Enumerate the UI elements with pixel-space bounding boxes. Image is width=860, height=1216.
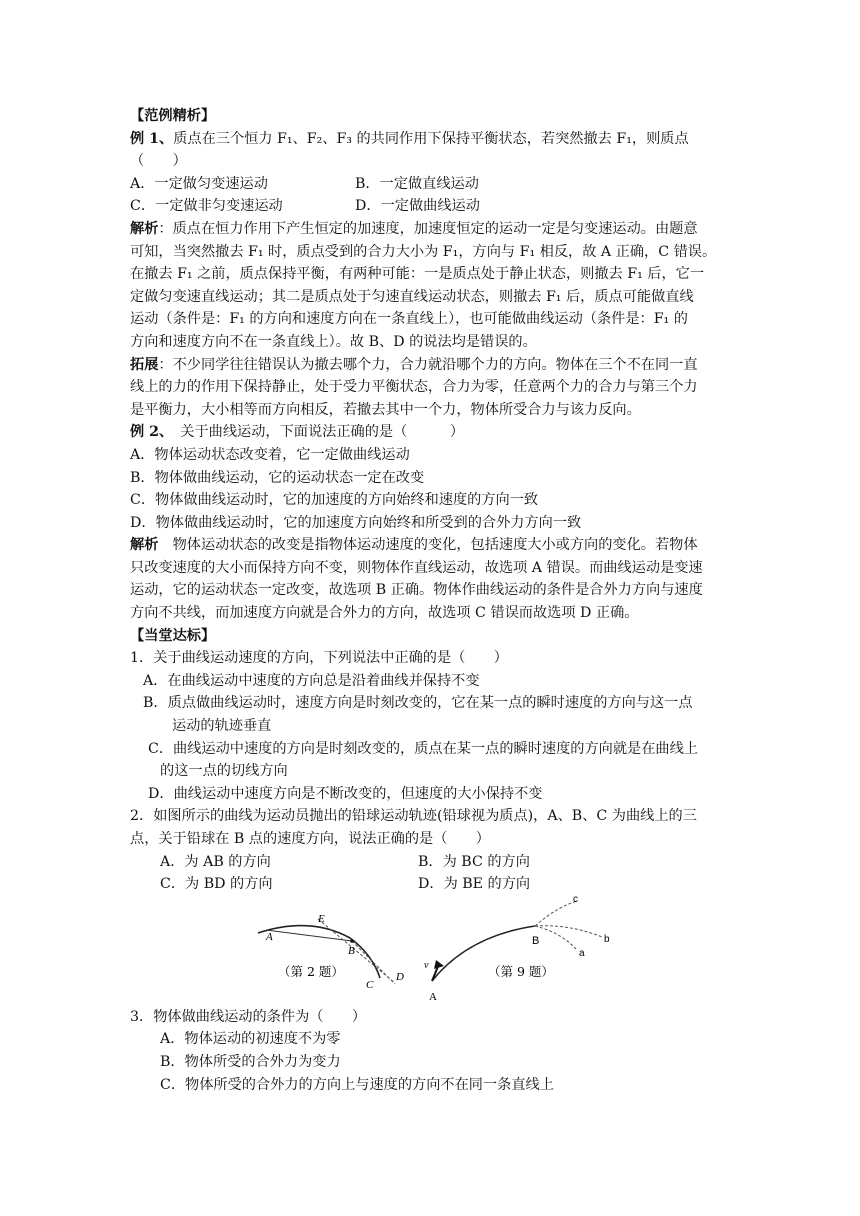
example-1-text: 质点在三个恒力 F₁、F₂、F₃ 的共同作用下保持平衡状态，若突然撤去 F₁，则质点 (173, 130, 689, 147)
option-c: C．一定做非匀变速运动 (130, 198, 283, 215)
example-2-option-a: A．物体运动状态改变着，它一定做曲线运动 (130, 446, 410, 463)
q9-path-b (535, 926, 602, 937)
analysis-2-line-1 (130, 534, 735, 557)
example-2-question (130, 421, 735, 444)
question-1-option-d: D．曲线运动中速度方向是不断改变的，但速度的大小保持不变 (148, 785, 543, 802)
question-3-option-b: B．物体所受的合外力为变力 (160, 1053, 341, 1070)
figure-q2 (258, 913, 404, 991)
example-1-label: 例 1、 (130, 130, 174, 147)
analysis-2-line-2: 只改变速度的大小而保持方向不变，则物体作直线运动，故选项 A 错误。而曲线运动是变速 (130, 559, 703, 576)
figure-q9 (424, 896, 610, 1003)
q2-option-d: D．为 BE 的方向 (418, 876, 531, 893)
example-2-label: 例 2、 (130, 424, 167, 441)
q9-label-a: a (579, 947, 585, 959)
q9-label-c: c (573, 895, 578, 905)
extension-text: ：不少同学往往错误认为撤去哪个力，合力就沿哪个力的方向。物体在三个不在同一直 (158, 356, 698, 373)
q2-point-b (350, 939, 354, 943)
example-1-blank: （ ） (130, 153, 187, 170)
q2-label-e: E (318, 912, 325, 925)
example-2-option-c: C．物体做曲线运动时，它的加速度的方向始终和速度的方向一致 (130, 492, 539, 509)
analysis-1-line-2: 可知，当突然撤去 F₁ 时，质点受到的合力大小为 F₁，方向与 F₁ 相反，故 A 正确，C 错误。 (130, 243, 717, 260)
extension-line-3: 是平衡力，大小相等而方向相反，若撤去其中一个力，物体所受合力与该力反向。 (130, 401, 641, 418)
q2-label-d: D (396, 970, 404, 983)
question-2-options-row-1 (130, 851, 735, 874)
example-2-option-b: B．物体做曲线运动，它的运动状态一定在改变 (130, 469, 425, 486)
q9-label-b: b (604, 933, 610, 945)
q2-option-a: A．为 AB 的方向 (160, 853, 271, 870)
q2-line-bd (352, 941, 395, 984)
q2-option-c: C．为 BD 的方向 (160, 876, 273, 893)
question-1-option-b-cont: 运动的轨迹垂直 (172, 718, 272, 735)
question-2-line-1: 2．如图所示的曲线为运动员抛出的铅球运动轨迹(铅球视为质点)，A、B、C 为曲线上的三 (130, 808, 697, 825)
q2-label-a: A (266, 930, 273, 943)
example-2-text: 关于曲线运动，下面说法正确的是（ ） (166, 424, 465, 441)
analysis-1-line-3: 在撤去 F₁ 之前，质点保持平衡，有两种可能：一是质点处于静止状态，则撤去 F₁ 后，它一 (130, 266, 705, 283)
question-3: 3．物体做曲线运动的条件为（ ） (130, 1008, 367, 1025)
analysis-1-line-5: 运动（条件是：F₁ 的方向和速度方向在一条直线上），也可能做曲线运动（条件是：F₁ 的 (130, 311, 688, 328)
option-d: D．一定做曲线运动 (355, 198, 480, 215)
question-1-option-a: A．在曲线运动中速度的方向总是沿着曲线并保持不变 (143, 672, 480, 689)
example-1-options-row-2 (130, 195, 735, 218)
q2-caption: （第 2 题） (278, 963, 344, 979)
example-1-options-row-1 (130, 173, 735, 196)
analysis-2-text: 物体运动状态的改变是指物体运动速度的变化，包括速度大小或方向的变化。若物体 (158, 537, 698, 554)
extension-line-1 (130, 354, 735, 377)
analysis-1-line-4: 定做匀变速直线运动；其二是质点处于匀速直线运动状态，则撤去 F₁ 后，质点可能做直线 (130, 288, 694, 305)
q9-caption: （第 9 题） (488, 963, 554, 979)
extension-label: 拓展 (130, 356, 159, 373)
question-1-option-c-cont: 的这一点的切线方向 (160, 763, 288, 780)
q9-arrow-head (434, 960, 444, 969)
q2-label-b: B (348, 944, 355, 957)
question-3-option-a: A．物体运动的初速度不为零 (160, 1031, 341, 1048)
q2-label-c: C (366, 978, 374, 991)
analysis-1-line-1 (130, 218, 735, 241)
question-2-options-row-2 (130, 873, 735, 896)
analysis-label: 解析 (130, 220, 159, 237)
question-3-option-c: C．物体所受的合外力的方向上与速度的方向不在同一条直线上 (160, 1076, 554, 1093)
section-heading-examples: 【范例精析】 (130, 108, 216, 124)
analysis-2-line-4: 方向不共线，而加速度方向就是合外力的方向，故选项 C 错误而故选项 D 正确。 (130, 605, 639, 622)
option-a: A．一定做匀变速运动 (130, 175, 268, 192)
analysis-1-line-6: 方向和速度方向不在一条直线上）。故 B、D 的说法均是错误的。 (130, 333, 537, 350)
question-2-line-2: 点，关于铅球在 B 点的速度方向，说法正确的是（ ） (130, 831, 490, 847)
question-1: 1．关于曲线运动速度的方向，下列说法中正确的是（ ） (130, 650, 508, 667)
q9-label-b-point: B (532, 934, 540, 947)
example-2-option-d: D．物体做曲线运动时，它的加速度方向始终和所受到的合外力方向一致 (130, 514, 582, 531)
q9-path-c (535, 901, 578, 926)
analysis-2-label: 解析 (130, 537, 159, 554)
section-heading-practice: 【当堂达标】 (130, 627, 216, 644)
analysis-text: ：质点在恒力作用下产生恒定的加速度，加速度恒定的运动一定是匀变速运动。由题意 (158, 220, 698, 237)
example-1-question (130, 128, 735, 151)
analysis-2-line-3: 运动，它的运动状态一定改变，故选项 B 正确。物体作曲线运动的条件是合外力方向与速度 (130, 582, 703, 599)
q2-line-ab (266, 930, 352, 941)
question-1-option-c: C．曲线运动中速度的方向是时刻改变的，质点在某一点的瞬时速度的方向就是在曲线上 (148, 740, 698, 757)
q9-label-v: v (424, 959, 429, 971)
option-b: B．一定做直线运动 (355, 175, 479, 192)
document-body (130, 105, 735, 1096)
q9-path-a (535, 926, 576, 949)
trajectory-figure-svg (130, 896, 735, 1006)
q9-label-a-point: A (429, 990, 437, 1003)
q2-option-b: B．为 BC 的方向 (418, 853, 530, 870)
question-1-option-b: B．质点做曲线运动时，速度方向是时刻改变的，它在某一点的瞬时速度的方向与这一点 (143, 695, 693, 712)
trajectory-figures (130, 896, 735, 1006)
extension-line-2: 线上的力的作用下保持静止，处于受力平衡状态，合力为零，任意两个力的合力与第三个力 (130, 379, 698, 396)
